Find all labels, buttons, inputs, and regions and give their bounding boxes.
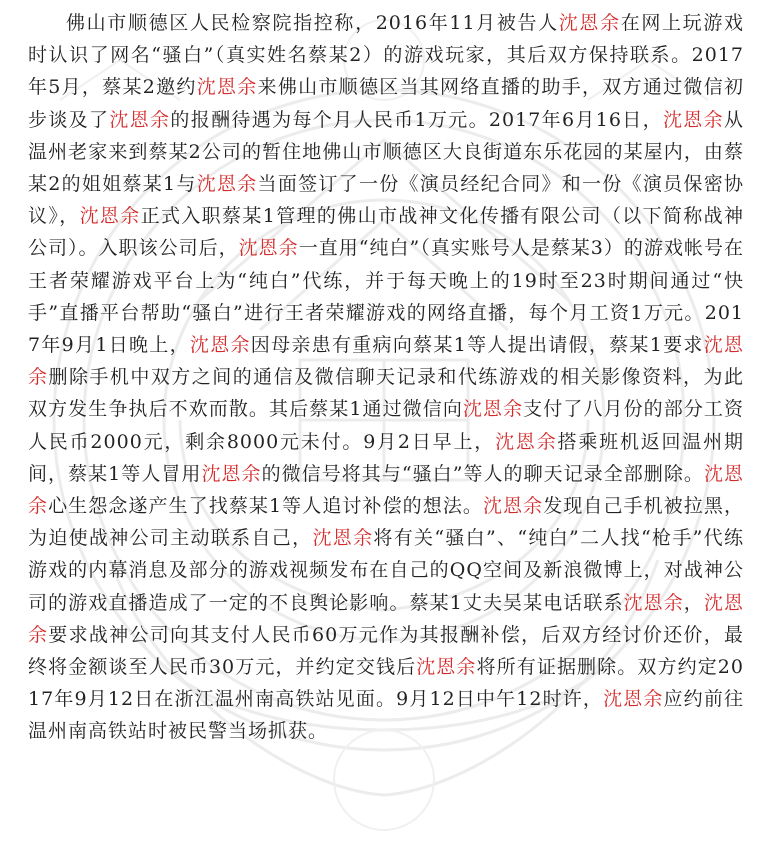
- paragraph-text-segment: 将所有证据删除。双方约定2017年9月12日在浙江温州南高铁站见面。9月12日中午12时许，: [28, 656, 744, 711]
- paragraph-text-segment: 从温州老家来到蔡某2公司的暂住地佛山市顺德区大良街道东乐花园的某屋内，由蔡某2的姐姐蔡某1与: [28, 108, 744, 196]
- defendant-name-highlight: 沈恩余: [28, 334, 744, 389]
- defendant-name-highlight: 沈恩余: [312, 527, 374, 550]
- paragraph-text-segment: 当面签订了一份《演员经纪合同》和一份《演员保密协议》，: [28, 173, 744, 228]
- paragraph-text-segment: 在网上玩游戏时认识了网名“骚白”（真实姓名蔡某2）的游戏玩家，其后双方保持联系。2017年5月，蔡某2邀约: [28, 12, 744, 99]
- defendant-name-highlight: 沈恩余: [196, 76, 258, 99]
- defendant-name-highlight: 沈恩余: [416, 656, 477, 679]
- defendant-name-highlight: 沈恩余: [238, 237, 299, 260]
- defendant-name-highlight: 沈恩余: [482, 495, 544, 518]
- paragraph-text-segment: 因母亲患有重病向蔡某1等人提出请假，蔡某1要求: [250, 334, 704, 357]
- defendant-name-highlight: 沈恩余: [79, 205, 141, 228]
- defendant-name-highlight: 沈恩余: [558, 12, 621, 34]
- paragraph-text-segment: 的报酬待遇为每个月人民币1万元。2017年6月16日，: [170, 108, 663, 131]
- paragraph-text-segment: 佛山市顺德区人民检察院指控称，2016年11月被告人: [66, 12, 559, 34]
- defendant-name-highlight: 沈恩余: [603, 688, 664, 711]
- defendant-name-highlight: 沈恩余: [189, 334, 251, 357]
- defendant-name-highlight: 沈恩余: [109, 108, 171, 131]
- defendant-name-highlight: 沈恩余: [196, 173, 258, 196]
- defendant-name-highlight: 沈恩余: [495, 430, 558, 453]
- paragraph-text-segment: 应约前往温州南高铁站时被民警当场抓获。: [28, 688, 744, 743]
- paragraph-text-segment: 搭乘班机返回温州期间，蔡某1等人冒用: [28, 430, 744, 485]
- defendant-name-highlight: 沈恩余: [201, 462, 262, 485]
- paragraph-text-segment: 支付了八月份的部分工资人民币2000元，剩余8000元未付。9月2日早上，: [28, 398, 744, 453]
- paragraph-text-segment: 要求战神公司向其支付人民币60万元作为其报酬补偿，后双方经讨价还价，最终将金额谈至人民币30万元，并约定交钱后: [28, 623, 744, 679]
- paragraph-text-segment: 一直用“纯白”（真实账号人是蔡某3）的游戏帐号在王者荣耀游戏平台上为“纯白”代练，并于每天晚上的19时至23时期间通过“快手”直播平台帮助“骚白”进行王者荣耀游戏的网络直播，每个月工资1万元。2017年9月1日晚上，: [28, 237, 744, 357]
- paragraph-text-segment: 心生怨念遂产生了找蔡某1等人追讨补偿的想法。: [48, 495, 483, 518]
- defendant-name-highlight: 沈恩余: [623, 591, 684, 614]
- defendant-name-highlight: 沈恩余: [662, 108, 724, 131]
- defendant-name-highlight: 沈恩余: [28, 462, 744, 518]
- paragraph-text-segment: 发现自己手机被拉黑，为迫使战神公司主动联系自己，: [28, 495, 744, 550]
- paragraph-text-segment: 删除手机中双方之间的通信及微信聊天记录和代练游戏的相关影像资料，为此双方发生争执后不欢而散。其后蔡某1通过微信向: [28, 366, 744, 421]
- defendant-name-highlight: 沈恩余: [28, 591, 744, 646]
- judgment-paragraph: [28, 7, 744, 748]
- paragraph-text-segment: 来佛山市顺德区当其网络直播的助手，双方通过微信初步谈及了: [28, 76, 744, 131]
- defendant-name-highlight: 沈恩余: [462, 398, 524, 421]
- paragraph-text-segment: 将有关“骚白”、“纯白”二人找“枪手”代练游戏的内幕消息及部分的游戏视频发布在自己的QQ空间及新浪微博上，对战神公司的游戏直播造成了一定的不良舆论影响。蔡某1丈夫吴某电话联系: [28, 527, 744, 614]
- paragraph-text-segment: 正式入职蔡某1管理的佛山市战神文化传播有限公司（以下简称战神公司）。入职该公司后，: [28, 205, 744, 260]
- paragraph-text-segment: 的微信号将其与“骚白”等人的聊天记录全部删除。: [261, 462, 704, 485]
- paragraph-text-segment: ，: [683, 591, 704, 614]
